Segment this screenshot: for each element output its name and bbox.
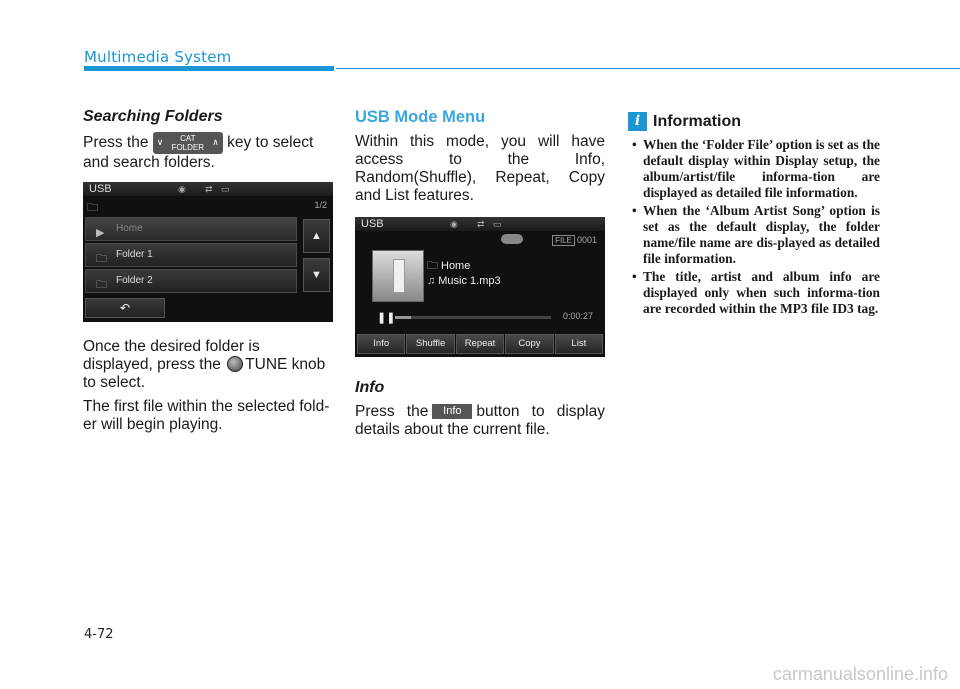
information-title: Information — [653, 112, 741, 130]
chevron-up-icon: ∧ — [212, 137, 219, 147]
tune-text-start: Once the desired folder is displayed, press the — [83, 338, 260, 373]
folder-item-folder-1[interactable] — [85, 243, 297, 267]
list-button[interactable]: List — [555, 334, 603, 354]
usb-mode-description: Within this mode, you will have access to the Info, Random(Shuffle), Repeat, Copy and List features. — [355, 133, 605, 204]
info-button-graphic: Info — [432, 404, 472, 419]
chevron-down-icon: ∨ — [156, 137, 164, 147]
information-list — [628, 137, 880, 317]
track-name: Music 1.mp3 — [438, 275, 501, 287]
usb-stick-icon — [393, 259, 405, 293]
battery-icon: ▭ — [221, 184, 230, 194]
info-text-start: Press the — [355, 403, 429, 420]
key-label-cat: CAT — [180, 134, 196, 143]
file-counter — [552, 235, 597, 245]
watermark: carmanualsonline.info — [772, 664, 948, 684]
folder-icon: 🗀 — [96, 279, 107, 291]
instruction-text-end: key to select and search folders. — [83, 134, 314, 171]
list-item: • When the ‘Folder File’ option is set as the default display within Display setup, the album/artist/file informa-tion are displayed as detailed file information. — [632, 137, 880, 200]
list-item: • When the ‘Album Artist Song’ option is set as the default display, the folder name/file name are dis-played as detailed file information. — [632, 203, 880, 266]
folder-item-label: Home — [116, 223, 143, 234]
scroll-down-button[interactable]: ▼ — [303, 258, 330, 292]
battery-icon: ▭ — [493, 219, 502, 229]
shuffle-button[interactable]: Shuffle — [406, 334, 454, 354]
header-accent-bar — [84, 66, 334, 71]
usb-menu-buttons — [357, 334, 603, 354]
disc-icon: ◉ — [450, 219, 458, 229]
folder-item-home[interactable] — [85, 217, 297, 241]
current-folder-row — [87, 199, 329, 215]
folder-icon: 🗀 — [427, 260, 438, 272]
cat-folder-key — [153, 132, 223, 154]
usb-mode-menu-heading: USB Mode Menu — [355, 108, 486, 126]
disc-icon: ◉ — [178, 184, 186, 194]
folder-name: Home — [441, 260, 471, 272]
header-rule — [336, 68, 960, 69]
usb-playback-screen — [355, 217, 605, 357]
info-text-end: button to display details about the current file. — [355, 403, 605, 438]
info-button[interactable]: Info — [357, 334, 405, 354]
play-time: 0:00:27 — [562, 311, 593, 321]
folder-item-label: Folder 2 — [116, 275, 153, 286]
page-number: 4-72 — [84, 627, 114, 642]
key-label-folder: FOLDER — [171, 143, 205, 152]
album-art — [372, 250, 424, 302]
page-indicator: 1/2 — [314, 200, 327, 210]
section-title: Multimedia System — [84, 48, 232, 66]
info-icon: i — [628, 112, 647, 131]
source-label: USB — [89, 183, 112, 195]
column-searching-folders — [83, 108, 333, 440]
usb-icon: ⇄ — [205, 184, 213, 194]
column-usb-mode-menu — [355, 108, 605, 445]
folder-icon: 🗀 — [96, 253, 107, 265]
information-header — [628, 112, 880, 131]
back-button[interactable] — [85, 298, 165, 318]
file-tag: FILE — [552, 235, 575, 246]
copy-button[interactable]: Copy — [505, 334, 553, 354]
back-arrow-icon: ↶ — [119, 301, 131, 315]
pause-icon[interactable]: ❚❚ — [377, 312, 396, 324]
file-number: 0001 — [576, 235, 597, 245]
tune-knob-icon — [227, 356, 243, 372]
list-item: • The title, artist and album info are displayed only when such informa-tion are recorded within the MP3 file ID3 tag. — [632, 269, 880, 316]
folder-icon: 🗀 — [87, 202, 98, 214]
current-folder — [427, 257, 470, 276]
scroll-up-button[interactable]: ▲ — [303, 219, 330, 253]
info-instruction — [355, 403, 605, 439]
tune-knob-instruction — [83, 338, 333, 392]
first-file-note: The first file within the selected fold-er will begin playing. — [83, 398, 330, 433]
folder-list-screen — [83, 182, 333, 322]
music-note-icon: ♫ — [427, 275, 436, 287]
progress-fill — [395, 316, 411, 319]
play-circle-icon: ▶ — [96, 227, 105, 239]
instruction-text-start: Press the — [83, 134, 149, 152]
column-information — [628, 108, 880, 319]
source-label: USB — [361, 218, 384, 230]
searching-folders-instruction — [83, 132, 333, 172]
folder-item-folder-2[interactable] — [85, 269, 297, 293]
repeat-mode-toggle — [501, 234, 523, 244]
info-subheading: Info — [355, 379, 385, 396]
searching-folders-heading: Searching Folders — [83, 108, 223, 125]
progress-bar[interactable] — [395, 316, 551, 319]
folder-item-label: Folder 1 — [116, 249, 153, 260]
repeat-button[interactable]: Repeat — [456, 334, 504, 354]
current-track — [427, 275, 501, 287]
usb-icon: ⇄ — [477, 219, 485, 229]
tune-text-end: TUNE knob to select. — [83, 356, 326, 391]
